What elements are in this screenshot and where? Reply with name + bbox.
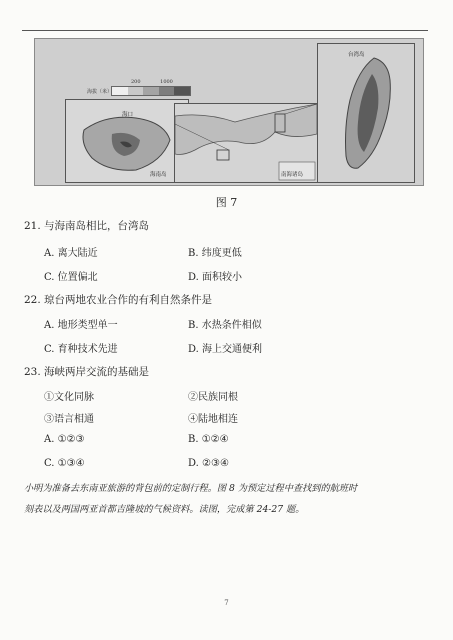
option-b[interactable]: B. 水热条件相似 <box>188 320 262 331</box>
intro-line-1: 小明为准备去东南亚旅游的背包前的定制行程。图 8 为预定过程中查找到的航班时 <box>24 483 358 494</box>
legend-label: 海拔（米） <box>87 89 113 95</box>
option-b[interactable]: B. ①②④ <box>188 434 229 445</box>
south-sea-islands-label: 南海诸岛 <box>281 172 304 178</box>
option-d[interactable]: D. 面积较小 <box>188 272 243 283</box>
question-23: 23. 海峡两岸交流的基础是 <box>24 366 150 378</box>
locator-map-panel <box>174 103 318 183</box>
header-rule <box>22 30 428 31</box>
figure-7-maps <box>34 38 424 186</box>
option-a[interactable]: A. 地形类型单一 <box>44 320 118 331</box>
option-a[interactable]: A. ①②③ <box>44 434 85 445</box>
legend-ticks <box>131 79 191 85</box>
taiwan-map-panel <box>317 43 415 183</box>
legend-tick: 200 <box>131 79 141 85</box>
option-d[interactable]: D. 海上交通便利 <box>188 344 263 355</box>
option-c[interactable]: C. 育种技术先进 <box>44 344 118 355</box>
taiwan-island-shape <box>318 44 414 182</box>
hainan-map-panel <box>65 99 189 183</box>
legend-color-bar <box>111 86 191 96</box>
option-c[interactable]: C. 位置偏北 <box>44 272 98 283</box>
option-b[interactable]: B. 纬度更低 <box>188 248 242 259</box>
statement-2: ②民族同根 <box>188 392 238 403</box>
legend-tick: 1000 <box>160 79 173 85</box>
taiwan-name-label: 台湾岛 <box>348 52 365 58</box>
option-a[interactable]: A. 离大陆近 <box>44 248 98 259</box>
statement-4: ④陆地相连 <box>188 414 238 425</box>
figure-caption: 图 7 <box>215 196 238 209</box>
question-22: 22. 琼台两地农业合作的有利自然条件是 <box>24 294 213 306</box>
option-c[interactable]: C. ①③④ <box>44 458 85 469</box>
hainan-inset-box <box>217 150 229 160</box>
page-number: 7 <box>224 599 229 607</box>
statement-3: ③语言相通 <box>44 414 94 425</box>
option-d[interactable]: D. ②③④ <box>188 458 229 469</box>
elevation-legend <box>87 79 192 101</box>
question-21: 21. 与海南岛相比，台湾岛 <box>24 220 150 232</box>
statement-1: ①文化同脉 <box>44 392 94 403</box>
hainan-city-label: 海口 <box>122 112 134 118</box>
intro-line-2: 刻表以及两国两亚首都吉隆坡的气候资料。读图，完成第 24-27 题。 <box>24 504 305 515</box>
hainan-name-label: 海南岛 <box>150 172 167 178</box>
